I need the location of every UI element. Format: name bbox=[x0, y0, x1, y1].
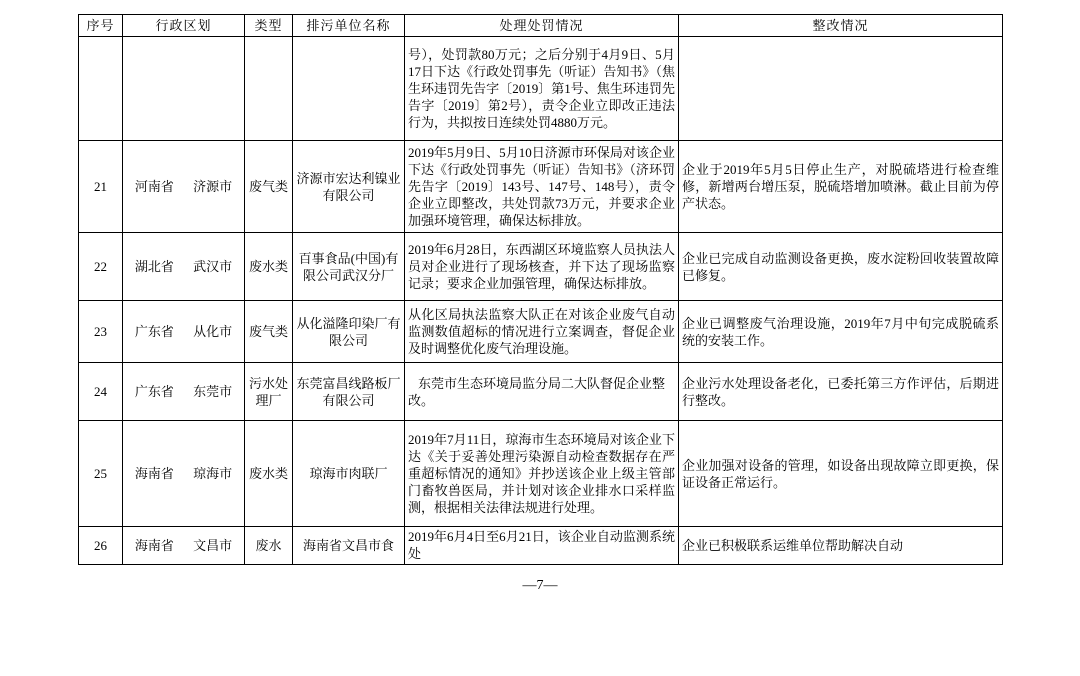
cell-punishment: 东莞市生态环境局监分局二大队督促企业整改。 bbox=[405, 363, 679, 421]
cell-unit bbox=[293, 37, 405, 141]
region-city: 武汉市 bbox=[193, 259, 233, 275]
cell-rectification: 企业已调整废气治理设施，2019年7月中旬完成脱硫系统的安装工作。 bbox=[679, 301, 1003, 363]
cell-rectification: 企业已完成自动监测设备更换，废水淀粉回收装置故障已修复。 bbox=[679, 233, 1003, 301]
cell-type: 污水处理厂 bbox=[245, 363, 293, 421]
region-city: 琼海市 bbox=[193, 466, 233, 482]
table-row bbox=[79, 527, 1003, 565]
cell-seq: 23 bbox=[79, 301, 123, 363]
region-province: 海南省 bbox=[134, 538, 174, 554]
cell-region bbox=[123, 233, 245, 301]
region-city: 东莞市 bbox=[193, 384, 233, 400]
region-province: 河南省 bbox=[134, 179, 174, 195]
cell-region bbox=[123, 301, 245, 363]
cell-punishment: 2019年6月28日，东西湖区环境监察人员执法人员对企业进行了现场核查，并下达了现场监察记录；要求企业加强管理，确保达标排放。 bbox=[405, 233, 679, 301]
table-row bbox=[79, 363, 1003, 421]
cell-unit: 东莞富昌线路板厂有限公司 bbox=[293, 363, 405, 421]
cell-type bbox=[245, 37, 293, 141]
cell-region bbox=[123, 141, 245, 233]
cell-region bbox=[123, 527, 245, 565]
inspection-table bbox=[78, 14, 1003, 565]
table-row bbox=[79, 421, 1003, 527]
cell-seq: 22 bbox=[79, 233, 123, 301]
region-province: 湖北省 bbox=[134, 259, 174, 275]
table-row bbox=[79, 37, 1003, 141]
cell-rectification: 企业已积极联系运维单位帮助解决自动 bbox=[679, 527, 1003, 565]
cell-unit: 琼海市肉联厂 bbox=[293, 421, 405, 527]
cell-unit: 百事食品(中国)有限公司武汉分厂 bbox=[293, 233, 405, 301]
cell-rectification: 企业加强对设备的管理，如设备出现故障立即更换，保证设备正常运行。 bbox=[679, 421, 1003, 527]
cell-seq: 26 bbox=[79, 527, 123, 565]
region-city: 从化市 bbox=[193, 324, 233, 340]
region-city: 济源市 bbox=[193, 179, 233, 195]
column-header-seq: 序号 bbox=[79, 15, 123, 37]
cell-type: 废水 bbox=[245, 527, 293, 565]
cell-punishment: 从化区局执法监察大队正在对该企业废气自动监测数值超标的情况进行立案调查，督促企业及时调整优化废气治理设施。 bbox=[405, 301, 679, 363]
table-row bbox=[79, 233, 1003, 301]
table-row bbox=[79, 141, 1003, 233]
column-header-punishment: 处理处罚情况 bbox=[405, 15, 679, 37]
cell-region bbox=[123, 363, 245, 421]
cell-seq bbox=[79, 37, 123, 141]
cell-unit: 海南省文昌市食 bbox=[293, 527, 405, 565]
column-header-region: 行政区划 bbox=[123, 15, 245, 37]
cell-punishment: 2019年6月4日至6月21日，该企业自动监测系统处 bbox=[405, 527, 679, 565]
cell-region bbox=[123, 421, 245, 527]
page-number: —7— bbox=[522, 578, 558, 593]
cell-region bbox=[123, 37, 245, 141]
cell-rectification bbox=[679, 37, 1003, 141]
cell-punishment: 2019年7月11日，琼海市生态环境局对该企业下达《关于妥善处理污染源自动检查数据存在严重超标情况的通知》并抄送该企业上级主管部门畜牧兽医局，并计划对该企业排水口采样监测，根据相关法律法规进行处理。 bbox=[405, 421, 679, 527]
cell-rectification: 企业污水处理设备老化，已委托第三方作评估，后期进行整改。 bbox=[679, 363, 1003, 421]
region-province: 广东省 bbox=[134, 324, 174, 340]
cell-punishment: 2019年5月9日、5月10日济源市环保局对该企业下达《行政处罚事先（听证）告知书》（济环罚先告字〔2019〕143号、147号、148号），责令企业立即整改，共处罚款73万元，并要求企业加强环境管理，确保达标排放。 bbox=[405, 141, 679, 233]
cell-type: 废水类 bbox=[245, 421, 293, 527]
region-province: 广东省 bbox=[134, 384, 174, 400]
cell-type: 废气类 bbox=[245, 141, 293, 233]
column-header-rectification: 整改情况 bbox=[679, 15, 1003, 37]
cell-type: 废气类 bbox=[245, 301, 293, 363]
table-row bbox=[79, 301, 1003, 363]
cell-punishment: 号），处罚款80万元；之后分别于4月9日、5月17日下达《行政处罚事先（听证）告知书》（焦生环违罚先告字〔2019〕第1号、焦生环违罚先告字〔2019〕第2号），责令企业立即改正违法行为，共拟按日连续处罚4880万元。 bbox=[405, 37, 679, 141]
cell-type: 废水类 bbox=[245, 233, 293, 301]
cell-rectification: 企业于2019年5月5日停止生产，对脱硫塔进行检查维修，新增两台增压泵，脱硫塔增加喷淋。截止目前为停产状态。 bbox=[679, 141, 1003, 233]
table-header-row bbox=[79, 15, 1003, 37]
column-header-unit: 排污单位名称 bbox=[293, 15, 405, 37]
cell-seq: 24 bbox=[79, 363, 123, 421]
cell-seq: 21 bbox=[79, 141, 123, 233]
column-header-type: 类型 bbox=[245, 15, 293, 37]
region-province: 海南省 bbox=[134, 466, 174, 482]
cell-unit: 从化溢隆印染厂有限公司 bbox=[293, 301, 405, 363]
cell-seq: 25 bbox=[79, 421, 123, 527]
cell-unit: 济源市宏达利镍业有限公司 bbox=[293, 141, 405, 233]
region-city: 文昌市 bbox=[193, 538, 233, 554]
